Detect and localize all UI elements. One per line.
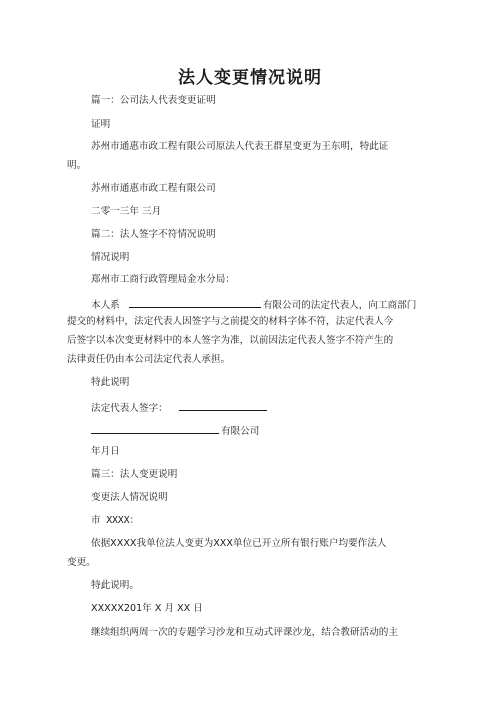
signature-blank-line: [179, 400, 267, 411]
company-blank-line: [129, 297, 261, 308]
company-blank-line: [91, 423, 219, 434]
section-one-heading: 篇一：公司法人代表变更证明: [91, 95, 216, 106]
paragraph-line: 依据XXXX我单位法人变更为XXX单位已开立所有银行账户均要作法人: [91, 538, 387, 549]
date-line: 二零一三年 三月: [91, 206, 162, 217]
company-suffix: 有限公司: [221, 426, 260, 437]
section-two-heading: 篇二：法人签字不符情况说明: [91, 229, 216, 240]
paragraph-text: 本人系: [91, 300, 120, 311]
document-title: 法人变更情况说明: [178, 68, 322, 88]
addressee-line: 市 XXXX：: [91, 515, 140, 526]
signature-label: 法定代表人签字：: [91, 403, 168, 414]
section-three-heading: 篇三：法人变更说明: [91, 469, 178, 480]
company-signoff-line: [91, 423, 259, 438]
closing-line: 特此说明。: [91, 580, 139, 591]
closing-line: 特此说明: [91, 377, 130, 388]
paragraph-line: 变更。: [67, 557, 96, 568]
paragraph-line: [91, 297, 416, 312]
date-line: 年月日: [91, 446, 120, 457]
paragraph-line: 后签字以本次变更材料中的本人签字为准，以前因法定代表人签字不符产生的: [67, 335, 394, 346]
paragraph-text: 有限公司的法定代表人，向工商部门: [262, 300, 417, 311]
paragraph-line: 提交的材料中，法定代表人因签字与之前提交的材料字体不符，法定代表人今: [67, 316, 394, 327]
paragraph-line: 继续组织两周一次的专题学习沙龙和互动式评课沙龙，结合教研活动的主: [91, 627, 398, 638]
statement-heading: 变更法人情况说明: [91, 492, 168, 503]
addressee-line: 郑州市工商行政管理局金水分局：: [91, 274, 235, 285]
statement-heading: 情况说明: [91, 252, 130, 263]
paragraph-line: 法律责任仍由本公司法定代表人承担。: [67, 354, 231, 365]
certificate-heading: 证明: [91, 119, 111, 130]
date-line: XXXXX201年 X 月 XX 日: [91, 603, 203, 614]
company-name: 苏州市通惠市政工程有限公司: [91, 183, 216, 194]
signature-line: [91, 400, 267, 415]
paragraph-line: 苏州市通惠市政工程有限公司原法人代表王群星变更为王东明，特此证: [91, 141, 389, 152]
paragraph-line: 明。: [67, 160, 87, 171]
